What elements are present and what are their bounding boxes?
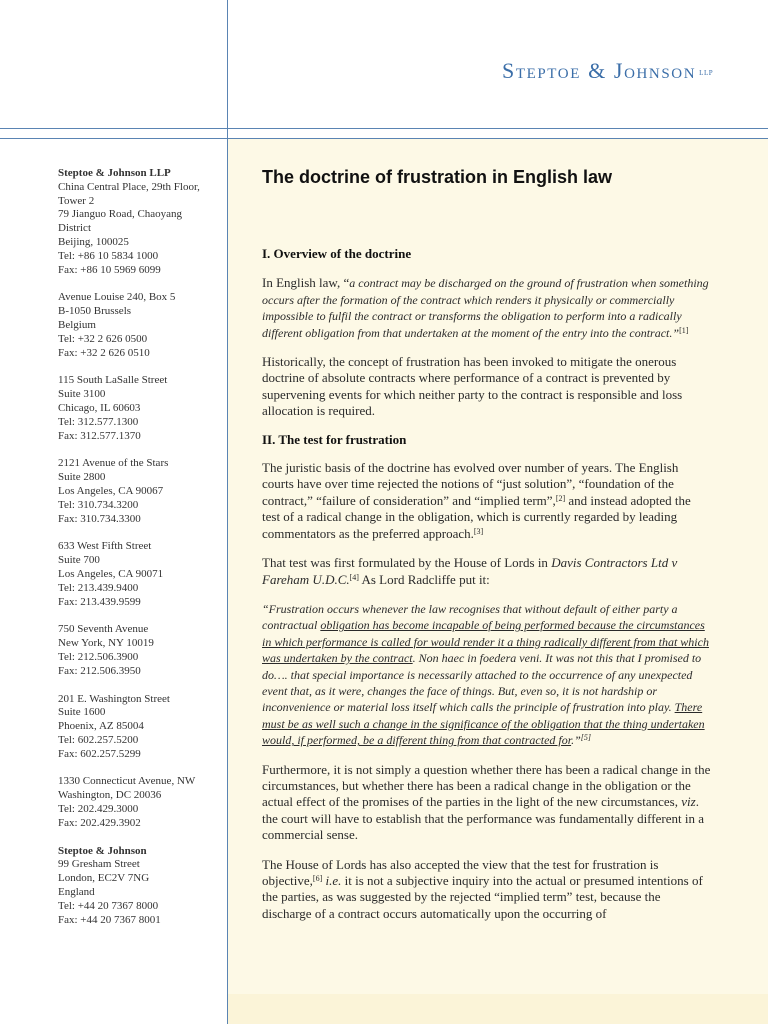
footnote-ref-2[interactable]: [2] <box>555 493 566 503</box>
office-directory <box>58 167 223 941</box>
quote-underlined-2: There must be as well such a change in the significance of the obligation that the thing undertaken would, if performed, be a different thing from that contracted for <box>262 700 705 748</box>
office-line: B-1050 Brussels <box>58 305 132 318</box>
office-address <box>58 623 223 678</box>
office-address <box>58 845 223 928</box>
office-name: Steptoe & Johnson <box>58 844 147 857</box>
office-address <box>58 540 223 609</box>
office-line: Avenue Louise 240, Box 5 <box>58 291 176 304</box>
office-line: Fax: 213.439.9599 <box>58 595 141 608</box>
office-line: Tel: +44 20 7367 8000 <box>58 899 159 912</box>
office-line: Tower 2 <box>58 194 95 207</box>
office-line: Phoenix, AZ 85004 <box>58 720 144 733</box>
paragraph-history: Historically, the concept of frustration has been invoked to mitigate the onerous doctrine of absolute contracts where performance of a contract is prevented by supervening events for which neither party to the contract is responsible and loss allocation is required. <box>262 354 683 419</box>
office-address <box>58 167 223 277</box>
office-line: Fax: 202.429.3902 <box>58 816 141 829</box>
header-rule-top <box>0 128 768 129</box>
office-line: 201 E. Washington Street <box>58 692 170 705</box>
office-line: Washington, DC 20036 <box>58 789 162 802</box>
office-line: Fax: +86 10 5969 6099 <box>58 263 161 276</box>
office-line: England <box>58 886 95 899</box>
office-address <box>58 693 223 762</box>
office-line: China Central Place, 29th Floor, <box>58 180 200 193</box>
office-line: 1330 Connecticut Avenue, NW <box>58 775 196 788</box>
office-line: Tel: 212.506.3900 <box>58 650 139 663</box>
office-line: London, EC2V 7NG <box>58 872 150 885</box>
definition-quote: a contract may be discharged on the ground of frustration when something occurs after the formation of the contract which renders it physically or commercially impossible to fulfil the contract or transforms the obligation to perform into a radically different obligation from that undertaken at the moment of the entry into the contract. <box>262 276 709 340</box>
article <box>262 166 712 922</box>
column-divider <box>227 0 228 1024</box>
office-line: Los Angeles, CA 90071 <box>58 567 164 580</box>
footnote-ref-1[interactable]: [1] <box>679 325 689 335</box>
office-line: Tel: 602.257.5200 <box>58 733 139 746</box>
paragraph-davis-contractors: That test was first formulated by the House of Lords in Davis Contractors Ltd v Fareham U.D.C.[4] As Lord Radcliffe put it: <box>262 555 678 587</box>
section-heading-test: II. The test for frustration <box>262 431 407 447</box>
office-line: Belgium <box>58 318 96 331</box>
office-name: Steptoe & Johnson LLP <box>58 167 171 179</box>
office-line: Chicago, IL 60603 <box>58 401 141 414</box>
paragraph-objective-test: The House of Lords has also accepted the view that the test for frustration is objective,[6] i.e. it is not a subjective inquiry into the actual or presumed intentions of the parties, as was suggested by the rejected “implied term” test, because the discharge of a contract occurs automatically upon the occurring of <box>262 856 703 921</box>
office-line: Tel: 202.429.3000 <box>58 803 139 816</box>
office-line: New York, NY 10019 <box>58 637 154 650</box>
office-line: Suite 1600 <box>58 706 106 719</box>
office-line: Fax: 602.257.5299 <box>58 747 141 760</box>
radcliffe-quote: “Frustration occurs whenever the law recognises that without default of either party a contractual obligation has become incapable of being performed because the circumstances in which performance is called for would render it a thing radically different from that which was undertaken by the contract. Non haec in foedera veni. It was not this that I promised to do…. that special importance is necessarily attached to the occurrence of any unexpected event that, as it were, changes the face of things. But, even so, it is not hardship or inconvenience or material loss itself which calls the principle of frustration into play. There must be as well such a change in the significance of the obligation that the thing undertaken would, if performed, be a different thing from that contracted for.”[5] <box>262 601 709 748</box>
paragraph-radical-change: Furthermore, it is not simply a question whether there has been a radical change in the circumstances, but whether there has been a radical change in the obligation or the actual effect of the promises of the parties in the light of the new circumstances, viz. the court will have to establish that the performance was fundamentally different in a commercial sense. <box>262 761 711 843</box>
office-line: Suite 3100 <box>58 388 106 401</box>
office-line: 2121 Avenue of the Stars <box>58 457 169 470</box>
office-address <box>58 457 223 526</box>
office-line: Los Angeles, CA 90067 <box>58 484 164 497</box>
paragraph-juristic-basis: The juristic basis of the doctrine has evolved over number of years. The English courts have over time rejected the notions of “just solution”, “foundation of the contract,” “failure of consideration” and “implied term”,[2] and instead adopted the test of a radical change in the obligation, which is currently regarded by leading commentators as the preferred approach.[3] <box>262 460 691 541</box>
office-line: 79 Jianguo Road, Chaoyang <box>58 208 183 221</box>
office-line: District <box>58 222 91 235</box>
footnote-ref-5[interactable]: [5] <box>580 733 592 743</box>
paragraph-definition: In English law, “a contract may be discharged on the ground of frustration when something occurs after the formation of the contract which renders it physically or commercially impossible to fulfil the contract or transforms the obligation to perform into a radically different obligation from that undertaken at the moment of the entry into the contract.”[1] <box>262 275 709 340</box>
office-line: 99 Gresham Street <box>58 858 140 871</box>
office-line: Fax: +32 2 626 0510 <box>58 346 150 359</box>
office-line: Fax: 310.734.3300 <box>58 512 141 525</box>
quote-underlined-1: obligation has become incapable of being performed because the circumstances in which performance is called for would render it a thing radically different from that which was undertaken by the contract <box>262 618 709 666</box>
footnote-ref-6[interactable]: [6] <box>312 874 323 883</box>
case-name: Davis Contractors Ltd v Fareham U.D.C. <box>262 555 678 587</box>
section-heading-overview: I. Overview of the doctrine <box>262 246 412 261</box>
firm-logo <box>502 58 713 84</box>
office-address <box>58 775 223 830</box>
office-address <box>58 291 223 360</box>
office-line: Tel: 213.439.9400 <box>58 581 139 594</box>
office-line: Beijing, 100025 <box>58 235 129 248</box>
office-line: 115 South LaSalle Street <box>58 374 168 387</box>
footnote-ref-3[interactable]: [3] <box>473 526 484 536</box>
footnote-ref-4[interactable]: [4] <box>349 572 359 582</box>
office-line: Tel: 310.734.3200 <box>58 498 139 511</box>
office-line: Tel: 312.577.1300 <box>58 415 139 428</box>
office-line: Suite 700 <box>58 554 100 567</box>
office-line: 750 Seventh Avenue <box>58 623 149 636</box>
office-line: Tel: +32 2 626 0500 <box>58 332 148 345</box>
content-panel-footer <box>228 994 768 1024</box>
logo-text: Steptoe & Johnson <box>502 58 697 83</box>
office-line: Fax: 312.577.1370 <box>58 429 141 442</box>
logo-suffix: LLP <box>699 69 714 77</box>
office-line: 633 West Fifth Street <box>58 540 152 553</box>
office-line: Suite 2800 <box>58 471 106 484</box>
office-line: Tel: +86 10 5834 1000 <box>58 249 159 262</box>
office-line: Fax: 212.506.3950 <box>58 664 141 677</box>
office-address <box>58 374 223 443</box>
page-title: The doctrine of frustration in English law <box>262 167 613 187</box>
office-line: Fax: +44 20 7367 8001 <box>58 913 161 926</box>
